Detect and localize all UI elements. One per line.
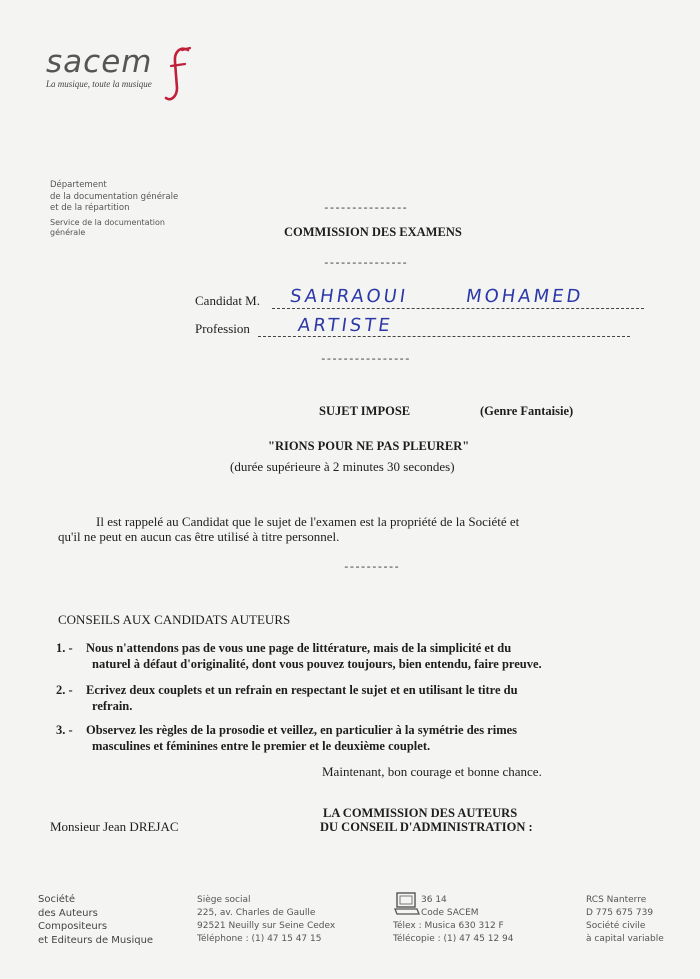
separator-dashes: --------------- bbox=[323, 203, 408, 215]
service-block bbox=[50, 218, 178, 238]
footer-line: Code SACEM bbox=[421, 908, 479, 918]
candidate-label: Candidat M. bbox=[195, 293, 260, 308]
commission-auteurs: LA COMMISSION DES AUTEURS bbox=[323, 806, 518, 820]
minitel-icon bbox=[394, 892, 420, 916]
footer-line: Société civile bbox=[586, 921, 646, 931]
candidate-surname: SAHRAOUI bbox=[288, 286, 410, 307]
footer-line: Compositeurs bbox=[38, 921, 108, 932]
footer-headquarters bbox=[197, 894, 335, 946]
footer-line: Siège social bbox=[197, 895, 251, 905]
advice-item-text-cont: masculines et féminines entre le premier et le deuxième couplet. bbox=[92, 739, 431, 753]
separator-dashes: --------------- bbox=[323, 258, 408, 270]
footer-line: RCS Nanterre bbox=[586, 895, 647, 905]
separator-dashes: ---------------- bbox=[320, 354, 410, 366]
logo-wordmark: sacem bbox=[46, 44, 153, 80]
footer-line: D 775 675 739 bbox=[586, 908, 654, 918]
subject-label: SUJET IMPOSE bbox=[319, 404, 411, 418]
candidate-dotted-line bbox=[272, 308, 644, 309]
footer-line: Télécopie : (1) 47 45 12 94 bbox=[393, 934, 514, 944]
footer-contact bbox=[421, 894, 479, 920]
conseil-administration: DU CONSEIL D'ADMINISTRATION : bbox=[320, 820, 533, 834]
footer-line: 92521 Neuilly sur Seine Cedex bbox=[197, 921, 336, 931]
profession-value: ARTISTE bbox=[296, 315, 395, 336]
profession-dotted-line bbox=[258, 336, 630, 337]
footer-registry bbox=[586, 894, 664, 946]
notice-line-1: Il est rappelé au Candidat que le sujet de l'examen est la propriété de la Société et bbox=[96, 514, 520, 529]
logo-tagline: La musique, toute la musique bbox=[46, 79, 152, 89]
commission-title: COMMISSION DES EXAMENS bbox=[284, 225, 462, 239]
footer-line: Société bbox=[38, 894, 75, 905]
dept-line: de la documentation générale bbox=[50, 191, 179, 202]
advice-item bbox=[56, 640, 656, 672]
footer-telex bbox=[393, 920, 514, 946]
advice-item-text: Nous n'attendons pas de vous une page de littérature, mais de la simplicité et du bbox=[86, 641, 512, 655]
separator-dashes: ---------- bbox=[343, 562, 400, 574]
music-note-icon bbox=[162, 44, 192, 104]
advice-item-number: 3. - bbox=[56, 723, 73, 737]
advice-item-text: Ecrivez deux couplets et un refrain en respectant le sujet et en utilisant le titre du bbox=[86, 683, 518, 697]
dept-line: et de la répartition bbox=[50, 203, 130, 213]
footer-line: 225, av. Charles de Gaulle bbox=[197, 908, 316, 918]
footer-line: des Auteurs bbox=[38, 907, 98, 919]
service-line: générale bbox=[50, 227, 86, 237]
advice-item-text-cont: naturel à défaut d'originalité, dont vous pouvez toujours, bien entendu, faire preuve. bbox=[92, 657, 542, 671]
candidate-firstname: MOHAMED bbox=[464, 286, 585, 307]
footer-line: à capital variable bbox=[586, 934, 664, 944]
service-line: Service de la documentation bbox=[50, 217, 165, 227]
notice-line-2: qu'il ne peut en aucun cas être utilisé à titre personnel. bbox=[58, 529, 340, 544]
footer-line: Télex : Musica 630 312 F bbox=[393, 921, 504, 931]
advice-item bbox=[56, 682, 656, 714]
closing-line: Maintenant, bon courage et bonne chance. bbox=[322, 764, 542, 779]
sacem-logo bbox=[46, 44, 196, 104]
footer-society bbox=[38, 893, 153, 947]
advice-heading: CONSEILS AUX CANDIDATS AUTEURS bbox=[58, 612, 291, 627]
dept-line: Département bbox=[50, 180, 107, 190]
footer-line: Téléphone : (1) 47 15 47 15 bbox=[197, 934, 322, 944]
advice-item-number: 2. - bbox=[56, 683, 73, 697]
signatory-name: Monsieur Jean DREJAC bbox=[50, 819, 179, 834]
subject-duration: (durée supérieure à 2 minutes 30 secondes) bbox=[230, 459, 455, 474]
advice-item-text-cont: refrain. bbox=[92, 699, 133, 713]
subject-title: "RIONS POUR NE PAS PLEURER" bbox=[268, 439, 470, 453]
footer-line: 36 14 bbox=[421, 895, 447, 905]
advice-item-text: Observez les règles de la prosodie et veillez, en particulier à la symétrie des rimes bbox=[86, 723, 518, 737]
department-block bbox=[50, 180, 178, 238]
profession-label: Profession bbox=[195, 321, 250, 336]
advice-item bbox=[56, 722, 656, 754]
subject-genre: (Genre Fantaisie) bbox=[480, 404, 574, 418]
advice-item-number: 1. - bbox=[56, 641, 73, 655]
footer-line: et Editeurs de Musique bbox=[38, 934, 154, 946]
